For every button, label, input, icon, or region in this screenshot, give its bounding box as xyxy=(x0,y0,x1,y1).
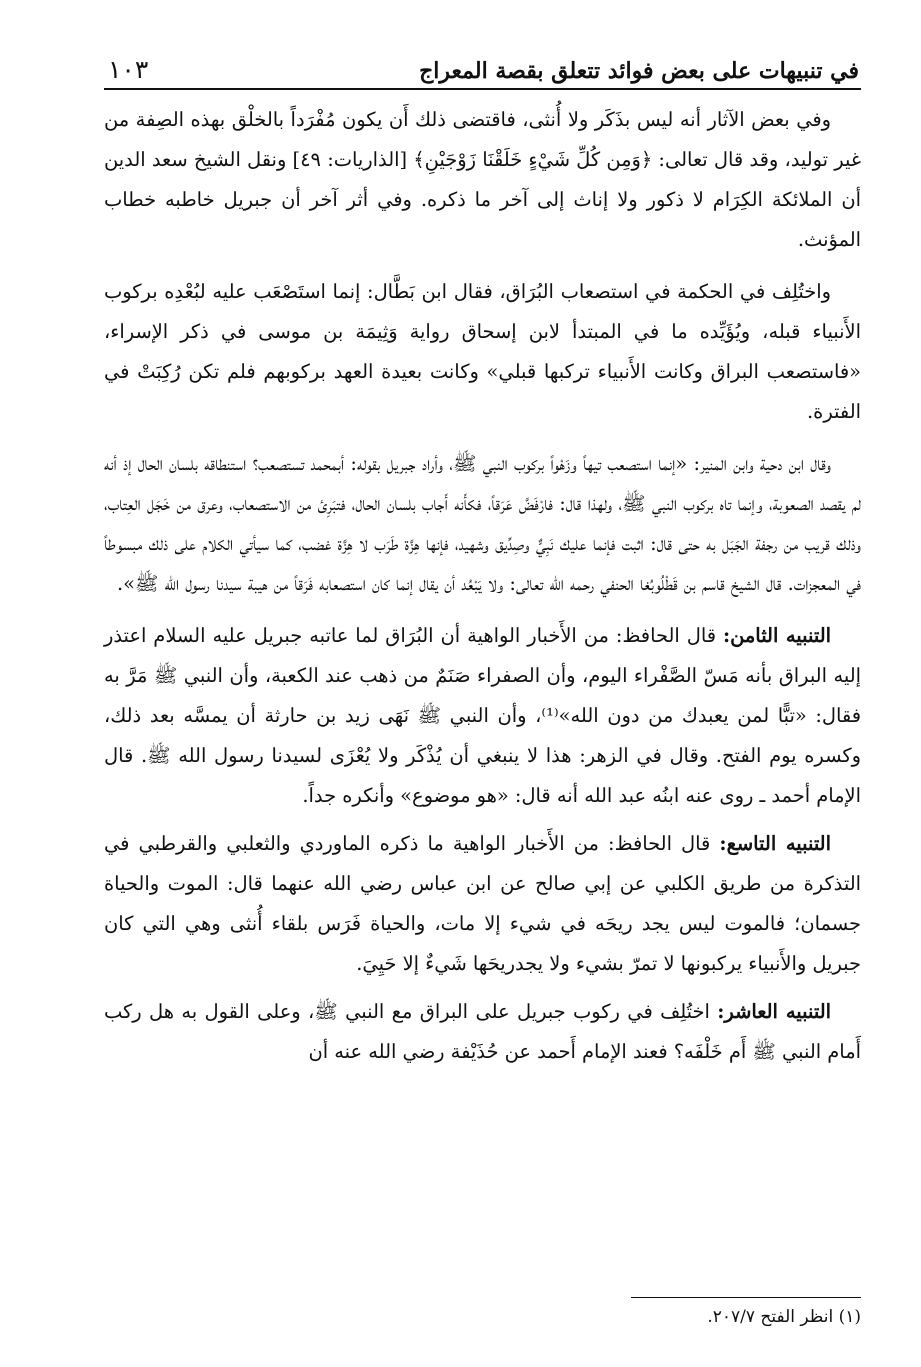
paragraph-text: قال الحافظ: من الأَخبار الواهية ما ذكره الماوردي والثعلبي والقرطبي في التذكرة من طريق الكلبي عن إبي صالح عن ابن عباس رضي الله عنهما قال: الموت والحياة جسمان؛ فالموت ليس يجد ريحَه في شيء إلا مات، والحياة فَرَس بلقاء أُنثى وهي التي كان جبريل والأَنبياء يركبونها لا تمرّ بشيء ولا يجدريحَها شَيءٌ إلا حَيِيَ. xyxy=(104,832,861,975)
paragraph-text: وقال ابن دحية وابن المنير: «إنما استصعب تيهاً وزَهْواً بركوب النبي ﷺ، وأراد جبريل بقوله: أبمحمد تستصعب؟ استنطاقه بلسان الحال إذ أنه لم يقصد الصعوبة، وإنما تاه بركوب النبي ﷺ، ولهذا قال: فارْفَضَّ عَرَقاً، فكأَنه أَجاب بلسان الحال، فتبَرِئ من الاستصعاب، وعرق من خَجَل العِتاب، وذلك قريب من رجفة الجَبَل به حتى قال: اثبت فإنما عليك نَبِيٌّ وصِدِّيق وشهيد، فإنها هِزَّة طَرَب لا هِزَّة غضب، كما سيأتي الكلام على ذلك مبسوطاً في المعجزات. قال الشيخ قاسم بن قَطْلُوبُغا الحنفي رحمه الله تعالى: ولا يَبْعُد أن يقال إنما كان استصعابه فَرَقاً من هيبة سيدنا رسول الله ﷺ». xyxy=(104,452,861,595)
paragraph xyxy=(104,272,861,432)
paragraph xyxy=(104,444,861,604)
page-body xyxy=(104,100,861,1084)
header-rule xyxy=(104,88,861,90)
footnote: (١) انظر الفتح ٢٠٧/٧. xyxy=(707,1307,861,1327)
paragraph-heading: التنبيه العاشر: xyxy=(717,1000,831,1023)
paragraph xyxy=(104,824,861,984)
running-title: في تنبيهات على بعض فوائد تتعلق بقصة المعراج xyxy=(419,58,859,84)
paragraph-heading: التنبيه التاسع: xyxy=(719,832,831,855)
paragraph xyxy=(104,100,861,260)
paragraph xyxy=(104,616,861,816)
paragraph-text: قال الحافظ: من الأَخبار الواهية أن البُرَاق لما عاتبه جبريل عليه السلام اعتذر إليه البراق بأنه مَسّ الصَّفْراء اليوم، وأن الصفراء صَنَمٌ من ذهب عند الكعبة، وأن النبي ﷺ مَرَّ به فقال: «تبًّا لمن يعبدك من دون الله»⁽¹⁾، وأن النبي ﷺ نَهَى زيد بن حارثة أن يمسَّه بعد ذلك، وكسره يوم الفتح. وقال في الزهر: هذا لا ينبغي أن يُذْكَر ولا يُعْزَى لسيدنا رسول الله ﷺ. قال الإمام أحمد ـ روى عنه ابنُه عبد الله أنه قال: «هو موضوع» وأنكره جداً. xyxy=(104,624,862,807)
paragraph-text: وفي بعض الآثار أنه ليس بذَكَر ولا أُنثى، فاقتضى ذلك أَن يكون مُفْرَداً بالخلْق بهذه الصِفة من غير توليد، وقد قال تعالى: ﴿وَمِن كُلِّ شَيْءٍ خَلَقْنَا زَوْجَيْنِ﴾ [الذاريات: ٤٩] ونقل الشيخ سعد الدين أن الملائكة الكِرَام لا ذكور ولا إناث إلى آخر ما ذكره. وفي أثر آخر أن جبريل خاطبه خطاب المؤنث. xyxy=(104,108,861,251)
paragraph-text: اختُلِف في ركوب جبريل على البراق مع النبي ﷺ، وعلى القول به هل ركب أَمام النبي ﷺ أَم خَلْفَه؟ فعند الإمام أَحمد عن حُذَيْفة رضي الله عنه أن xyxy=(104,1000,861,1063)
paragraph-heading: التنبيه الثامن: xyxy=(722,624,831,647)
page-number: ١٠٣ xyxy=(108,55,149,84)
paragraph-text: واختُلِف في الحكمة في استصعاب البُرَاق، فقال ابن بَطَّال: إنما استَصْعَب عليه لبُعْدِه بركوب الأَنبياء قبله، ويُؤَيِّده ما في المبتدأ لابن إسحاق رواية وَثِيمَة بن موسى في ذكر الإسراء، «فاستصعب البراق وكانت الأَنبياء تركبها قبلي» وكانت بعيدة العهد بركوبهم فلم تكن رُكِبَتْ في الفترة. xyxy=(104,280,861,423)
footnote-rule xyxy=(631,1297,861,1298)
page-header xyxy=(108,50,859,84)
paragraph xyxy=(104,992,861,1072)
